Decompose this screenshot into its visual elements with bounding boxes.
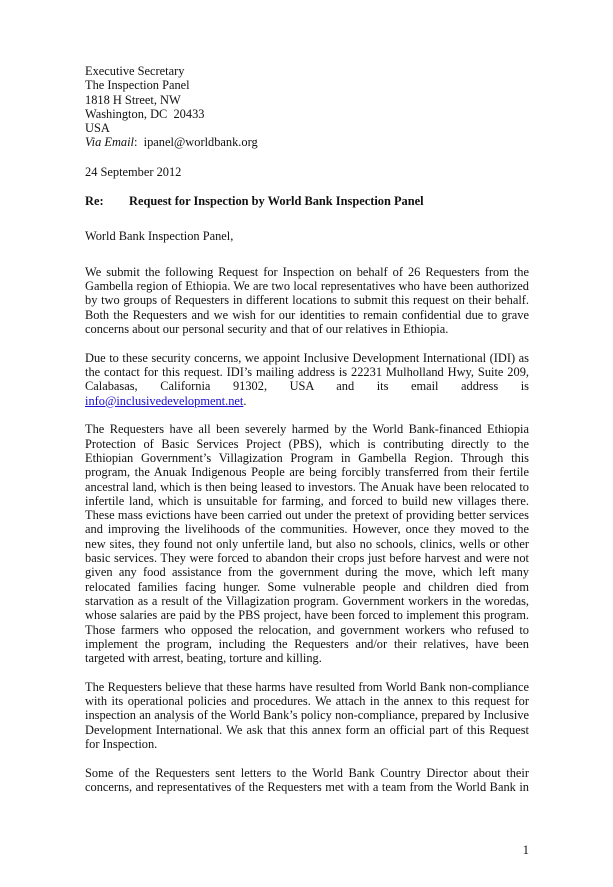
address-line-3: 1818 H Street, NW [85,92,181,107]
via-email-colon: : [133,135,144,150]
salutation: World Bank Inspection Panel, [85,229,234,244]
paragraph-2-end: . [243,393,247,408]
address-line-2: The Inspection Panel [85,78,190,93]
paragraph-2-text: Due to these security concerns, we appoint Inclusive Development International (IDI) as the contact for this request. IDI’s mailing address is 22231 Mulholland Hwy, Suite 209, Calabasas, California 91302, USA and its email address is [85,350,529,394]
address-line-5: USA [85,121,110,136]
paragraph-3: The Requesters have all been severely harmed by the World Bank-financed Ethiopia Protection of Basic Services Project (PBS), which is contributing directly to the Ethiopian Government’s Villagization Program in Gambella Region. Through this program, the Anuak Indigenous People are being forcibly transferred from their fertile ancestral land, which is then being leased to investors. The Anuak have been relocated to infertile land, which is unsuitable for farming, and forced to build new villages there. These mass evictions have been carried out under the pretext of providing better services and improving the livelihoods of the communities. However, once they moved to the new sites, they found not only unfertile land, but also no schools, clinics, wells or other basic services. They were forced to abandon their crops just before harvest and were not given any food assistance from the government during the move, which left many relocated families facing hunger. Some vulnerable people and children died from starvation as a result of the Villagization program. Government workers in the woredas, whose salaries are paid by the PBS project, have been forced to implement this program. Those farmers who opposed the relocation, and government workers who refused to implement the program, including the Requesters and/or their relatives, have been targeted with arrest, beating, torture and killing. [85,422,529,666]
address-line-4: Washington, DC 20433 [85,106,205,121]
letter-page [85,64,529,794]
via-email-label: Via Email [85,135,134,150]
letter-date: 24 September 2012 [85,164,182,179]
via-email-address: ipanel@worldbank.org [143,135,258,150]
paragraph-1: We submit the following Request for Inspection on behalf of 26 Requesters from the Gambella region of Ethiopia. We are two local representatives who have been authorized by two groups of Requesters in different locations to submit this request on their behalf. Both the Requesters and we wish for our identities to remain confidential due to grave concerns about our personal security and that of our relatives in Ethiopia. [85,264,529,336]
subject-line [85,194,529,208]
subject-label: Re: [85,194,104,209]
page-number: 1 [522,843,529,857]
paragraph-5: Some of the Requesters sent letters to the World Bank Country Director about their concerns, and representatives of the Requesters met with a team from the World Bank in [85,765,529,795]
via-email-line [85,135,529,149]
paragraph-2 [85,351,529,408]
idi-email-link[interactable]: info@inclusivedevelopment.net [85,393,244,408]
address-line-1: Executive Secretary [85,64,185,78]
paragraph-4: The Requesters believe that these harms have resulted from World Bank non-compliance with its operational policies and procedures. We attach in the annex to this request for inspection an analysis of the World Bank’s policy non-compliance, prepared by Inclusive Development International. We ask that this annex form an official part of this Request for Inspection. [85,679,529,752]
recipient-address [85,64,529,150]
subject-text: Request for Inspection by World Bank Inspection Panel [129,194,424,209]
